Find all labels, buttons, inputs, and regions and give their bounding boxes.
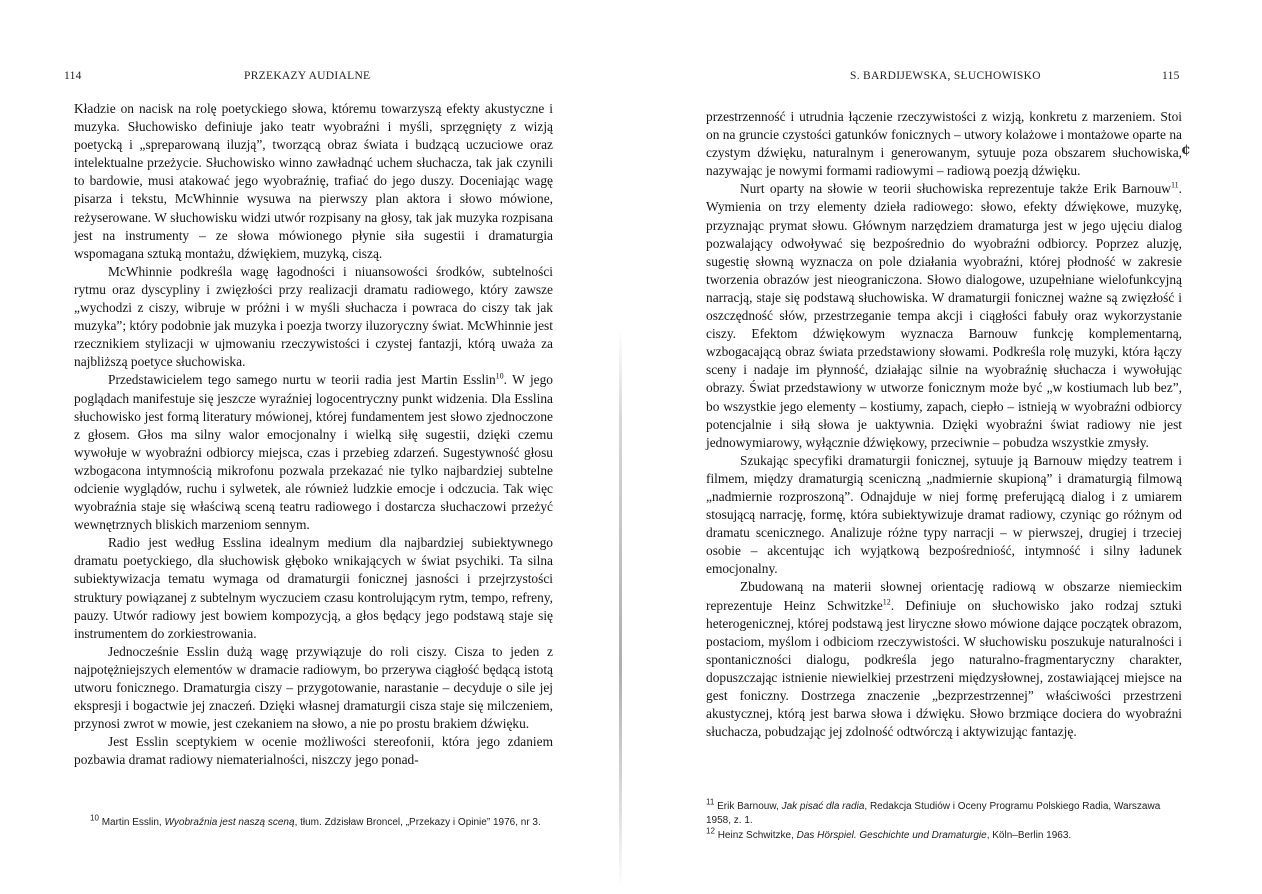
- paragraph: [74, 371, 553, 534]
- footnote-title: Das Hörspiel. Geschichte und Dramaturgie: [796, 830, 987, 841]
- footnote-author: Erik Barnouw,: [717, 801, 782, 812]
- footnote: [706, 826, 1182, 843]
- footnote-title: Jak pisać dla radia: [781, 801, 865, 812]
- book-spine: [619, 330, 622, 890]
- footnote-rest: , tłum. Zdzisław Broncel, „Przekazy i Opinie” 1976, nr 3.: [294, 817, 541, 828]
- left-running-head: PRZEKAZY AUDIALNE: [244, 70, 371, 82]
- footnote-rest: , Köln–Berlin 1963.: [986, 830, 1072, 841]
- footnote: [706, 797, 1182, 827]
- paragraph: [706, 578, 1182, 741]
- paragraph: Jednocześnie Esslin dużą wagę przywiązuje do roli ciszy. Cisza to jeden z najpotężniejszych elementów w dramacie radiowym, bo przerywa ciągłość będącą istotą utworu fonicznego. Dramaturgia ciszy – przygotowanie, narastanie – decyduje o sile jej ekspresji i bogactwie jej znaczeń. Dzięki własnej dramaturgii cisza staje się milczeniem, przynosi zwrot w mowie, jest czekaniem na słowo, a nie po prostu brakiem dźwięku.: [74, 643, 553, 732]
- left-footnotes: [90, 813, 556, 832]
- footnote-rest: , Redakcja Studiów i Oceny Programu Polskiego Radia, Warszawa 1958, z. 1.: [706, 801, 1161, 826]
- footnote-ref: 10: [495, 371, 504, 381]
- footnote-ref: 11: [1170, 180, 1179, 190]
- paragraph-text: . Definiuje on słuchowisko jako rodzaj sztuki heterogenicznej, której podstawą jest liryczne słowo mówione dające początek obrazom, postaciom, myślom i odbiciom rzeczywistości. W słuchowisku poszukuje naturalności i spontaniczności dialogu, podkreśla jego naturalno-fragmentaryczny charakter, dopuszczając istnienie niewielkiej przestrzeni międzysłownej, zostawiającej miejsce na gest foniczny. Dostrzega znaczenie „bezprzestrzennej” właściwości przestrzeni akustycznej, którą jest barwa słowa i dźwięku. Słowo brzmiące dociera do wyobraźni słuchacza, pobudzając jej zdolność odtwórczą i aktywizując fantazję.: [706, 597, 1183, 740]
- footnote-author: Heinz Schwitzke,: [717, 830, 797, 841]
- right-page-number: 115: [1162, 70, 1180, 82]
- paragraph: przestrzenność i utrudnia łączenie rzeczywistości z wizją, konkretu z marzeniem. Stoi on na gruncie czystości gatunków fonicznych – utwory kolażowe i montażowe oparte na czystym dźwięku, naturalnym i generowanym, sytuuje poza obszarem słuchowiska, nazywając je nowymi formami radiowymi – radiową poezją dźwięku.: [706, 109, 1182, 179]
- footnote-author: Martin Esslin,: [101, 817, 165, 828]
- paragraph: McWhinnie podkreśla wagę łagodności i niuansowości środków, subtelności rytmu oraz dyscypliny i zwięzłości przy realizacji dramatu radiowego, który zawsze „wychodzi z ciszy, wibruje w próżni i w myśli słuchacza i powraca do ciszy tak jak muzyka”; który podobnie jak muzyka i poezja tworzy iluzoryczny świat. McWhinnie jest rzecznikiem stylizacji w ujmowaniu rzeczywistości i czystej fantazji, którą uważa za najbliższą poetyce słuchowiska.: [74, 263, 553, 370]
- paragraph: Kładzie on nacisk na rolę poetyckiego słowa, któremu towarzyszą efekty akustyczne i muzyka. Słuchowisko definiuje jako teatr wyobraźni i myśli, sprzęgnięty z wizją poetycką i „spreparowaną iluzją”, tworzącą obraz świata i budzącą uczuciowe oraz intelektualne przeżycie. Słuchowisko winno zawładnąć uchem słuchacza, tak jak czynili to bardowie, musi atakować jego wyobraźnię, trafiać do jego duszy. Doceniając wagę pisarza i tekstu, McWhinnie wysuwa na pierwszy plan aktora i słowo mówione, reżyserowane. W słuchowisku widzi utwór rozpisany na głosy, tak jak muzyka rozpisana jest na instrumenty – ze słowa mówionego płynie siła sugestii i dramaturgia wspomagana sztuką montażu, dźwiękiem, muzyką, ciszą.: [74, 101, 553, 261]
- footnote-number: 11: [706, 797, 715, 807]
- paragraph: [706, 180, 1182, 451]
- paragraph-text: Zbudowaną na materii słownej orientację radiową w obszarze niemieckim reprezentuje Heinz Schwitzke: [706, 579, 1182, 613]
- paragraph: Radio jest według Esslina idealnym medium dla najbardziej subiektywnego dramatu poetyckiego, dla słuchowisk głęboko wnikających w świat psychiki. Ta silna subiektywizacja tematu wymaga od dramaturgii fonicznej jasności i przejrzystości struktury powiązanej z subtelnym wyczuciem czasu kontrolującym rytm, tempo, refreny, pauzy. Utwór radiowy jest bowiem kompozycją, a głos będący jego podstawą staje się instrumentem do zorkiestrowania.: [74, 535, 553, 641]
- footnote-number: 10: [90, 813, 99, 823]
- paragraph: Szukając specyfiki dramaturgii fonicznej, sytuuje ją Barnouw między teatrem i filmem, między dramaturgią sceniczną „nadmiernie skupioną” i dramaturgią filmową „nadmiernie rozproszoną”. Odnajduje w niej formę preferującą dialog i z umiarem stosującą narrację, formę, która subiektywizuje dramat radiowy, czyniąc go różnym od dramatu scenicznego. Analizuje różne typy narracji – w pierwszej, drugiej i trzeciej osobie – akcentując ich wyjątkową bezpośredniość, intymność i silny ładunek emocjonalny.: [706, 452, 1182, 577]
- footnote-number: 12: [706, 826, 715, 836]
- left-page: [0, 0, 615, 894]
- right-running-head: S. BARDIJEWSKA, SŁUCHOWISKO: [850, 70, 1041, 82]
- paragraph: Jest Esslin sceptykiem w ocenie możliwości stereofonii, która jego zdaniem pozbawia dramat radiowy niematerialności, niszczy jego ponad-: [74, 734, 553, 768]
- margin-mark: ¢: [1181, 142, 1191, 158]
- paragraph-text: . W jego poglądach manifestuje się jeszcze wyraźniej logocentryczny punkt widzenia. Dla Esslina słuchowisko jest formą literatury mówionej, której fundamentem jest słowo zjednoczone z głosem. Głos ma silny walor emocjonalny i wielką siłę sugestii, dzięki czemu wywołuje w wyobraźni odbiorcy miejsca, czas i przebieg zdarzeń. Sugestywność głosu wzbogacona intymnością mikrofonu pozwala przekazać nie tylko najbardziej subtelne odcienie wyglądów, ruchu i sylwetek, ale również ludzkie emocje i odczucia. Tak więc wyobraźnia staje się właściwą sceną teatru radiowego i dostarcza słuchaczowi przeżyć wewnętrznych bliskich marzeniom sennym.: [74, 372, 553, 533]
- footnote-title: Wyobraźnia jest naszą sceną: [164, 817, 295, 828]
- footnote: [90, 813, 556, 830]
- right-body-text: [706, 108, 1182, 741]
- footnote-ref: 12: [882, 597, 891, 607]
- right-page: [630, 0, 1262, 894]
- left-body-text: [74, 100, 553, 769]
- paragraph-text: Przedstawicielem tego samego nurtu w teorii radia jest Martin Esslin: [108, 372, 496, 388]
- paragraph-text: Nurt oparty na słowie w teorii słuchowiska reprezentuje także Erik Barnouw: [740, 181, 1171, 197]
- left-page-number: 114: [64, 70, 82, 82]
- paragraph-text: . Wymienia on trzy elementy dzieła radiowego: słowo, efekty dźwiękowe, muzykę, przyznając prymat słowu. Głównym narzędziem dramaturga jest w jego ujęciu dialog pozwalający odwoływać się bezpośrednio do wyobraźni odbiorcy. Poprzez aluzję, sugestię słowną wyznacza on pole działania wyobraźni, której płodność w zakresie tworzenia obrazów jest nieograniczona. Słowo dialogowe, uzupełniane wielofunkcyjną narracją, staje się podstawą słuchowiska. W dramaturgii fonicznej ważne są zwięzłość i oszczędność słów, przestrzeganie tempa akcji i ciągłości fabuły oraz wykorzystanie ciszy. Efektom dźwiękowym wyznacza Barnouw funkcję komplementarną, wzbogacającą obraz świata przedstawiony słowami. Podkreśla rolę muzyki, która łączy sceny i nadaje im płynność, działając silnie na wyobraźnię słuchacza i wywołując obrazy. Świat przedstawiony w utworze fonicznym może być „w kostiumach lub bez”, bo wszystkie jego elementy – kostiumy, zapach, ciepło – istnieją w wyobraźni odbiorcy potencjalnie i siłą słowa je uaktywnia. Dzięki wyobraźni świat radiowy nie jest jednowymiarowy, wyłącznie dźwiękowy, przeciwnie – pobudza wszystkie zmysły.: [706, 181, 1182, 450]
- right-footnotes: [706, 797, 1182, 845]
